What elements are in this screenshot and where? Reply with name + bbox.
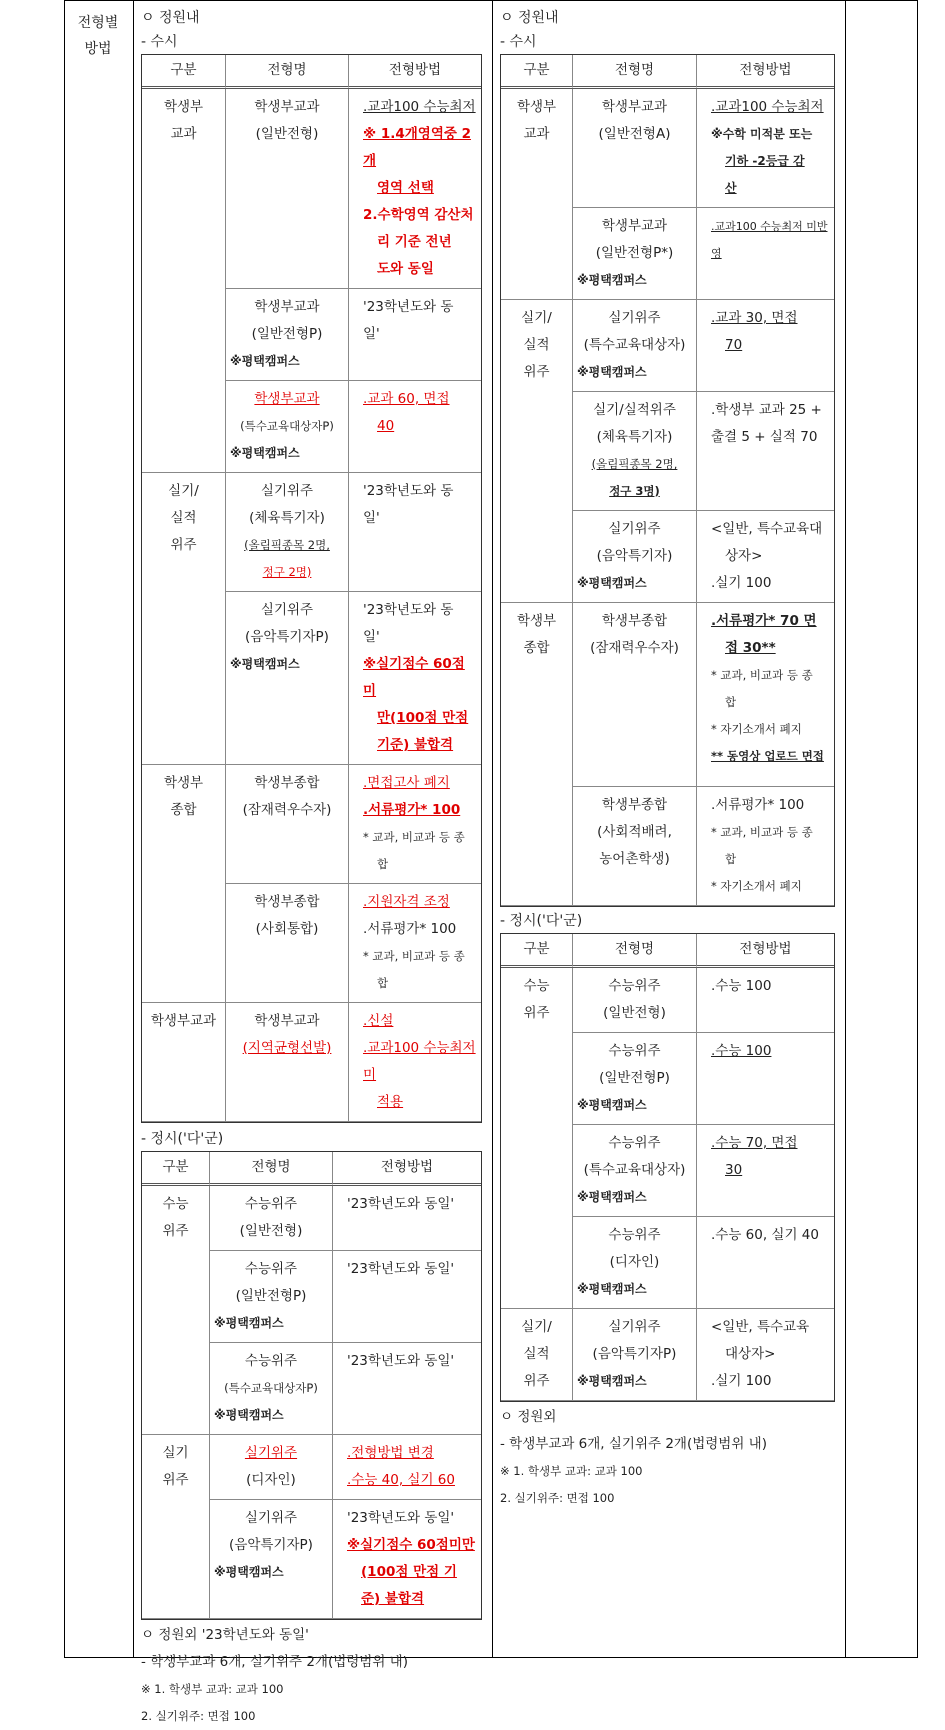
header-name: 전형명 <box>210 1152 333 1186</box>
header-method: 전형방법 <box>333 1152 481 1186</box>
cell-text: (일반전형) <box>603 1005 666 1021</box>
cell-text: 학생부종합 <box>254 775 320 791</box>
name-cell <box>573 208 697 300</box>
name-cell <box>226 592 349 765</box>
name-cell <box>226 89 349 289</box>
cell-text: .학생부 교과 25 + <box>711 402 822 418</box>
table-row <box>142 1003 481 1122</box>
cell-text: 실기위주 <box>244 1510 298 1526</box>
cell-text: 일' <box>363 629 380 645</box>
cell-text: 대상자> <box>725 1346 776 1362</box>
cell-text: 위주 <box>162 1223 189 1239</box>
cell-text: ※평택캠퍼스 <box>214 1408 284 1422</box>
header-method: 전형방법 <box>697 934 834 968</box>
cell-text: 일' <box>363 510 380 526</box>
cell-text: .교과100 수능최저 <box>363 99 476 115</box>
cell-text: (잠재력우수자) <box>242 802 332 818</box>
method-cell <box>349 1003 481 1122</box>
cell-text: 학생부교과 <box>601 218 668 234</box>
cell-text: 실기/ <box>168 483 199 499</box>
name-cell <box>210 1186 333 1251</box>
category-cell <box>142 89 226 473</box>
cell-text: 수능위주 <box>608 1043 661 1059</box>
cell-text: .수능 60, 실기 40 <box>711 1227 819 1243</box>
table-row <box>142 1435 481 1500</box>
cell-text: 학생부종합 <box>254 894 320 910</box>
name-cell <box>573 89 697 208</box>
cell-text: (일반전형A) <box>598 126 671 142</box>
cell-text: 만(100점 만점 <box>377 710 469 726</box>
cell-text: <일반, 특수교육 <box>711 1319 810 1335</box>
cell-text: 접 30** <box>725 640 776 656</box>
method-cell <box>697 1217 834 1309</box>
cell-text: (지역균형선발) <box>242 1040 332 1056</box>
header-name: 전형명 <box>573 934 697 968</box>
cell-text: ※실기점수 60점미만 <box>347 1537 475 1553</box>
method-cell <box>697 603 834 787</box>
cell-text: (일반전형) <box>239 1223 303 1239</box>
category-cell <box>501 300 573 603</box>
susi-heading: - 수시 <box>141 34 178 50</box>
cell-text: ※평택캠퍼스 <box>214 1316 284 1330</box>
susi-table <box>500 54 835 907</box>
cell-text: .수능 40, 실기 60 <box>347 1472 455 1488</box>
header-name: 전형명 <box>226 55 349 89</box>
method-cell <box>697 511 834 603</box>
cell-text: '23학년도와 동일' <box>347 1196 455 1212</box>
method-cell <box>697 392 834 511</box>
quota-out-note: 2. 실기위주: 면접 100 <box>500 1491 615 1505</box>
cell-text: .실기 100 <box>711 575 772 591</box>
cell-text: (디자인) <box>246 1472 296 1488</box>
method-cell <box>349 289 481 381</box>
cell-text: 실기/ <box>521 1319 552 1335</box>
cell-text: (일반전형P) <box>235 1288 307 1304</box>
quota-out-line: - 학생부교과 6개, 실기위주 2개(법령범위 내) <box>141 1654 408 1670</box>
category-cell <box>501 1309 573 1401</box>
header-method: 전형방법 <box>349 55 481 89</box>
cell-text: ** 동영상 업로드 면접 <box>711 749 824 763</box>
cell-text: ※평택캠퍼스 <box>577 1374 647 1388</box>
jeongsi-heading: - 정시('다'군) <box>500 913 583 929</box>
cell-text: 수능 <box>523 978 550 994</box>
cell-text: (체육특기자) <box>596 429 673 445</box>
name-cell <box>573 392 697 511</box>
cell-text: 학생부종합 <box>601 613 668 629</box>
cell-text: 실기위주 <box>244 1445 298 1461</box>
cell-text: 학생부교과 <box>150 1013 217 1029</box>
header-category: 구분 <box>501 55 573 89</box>
cell-text: (특수교육대상자P) <box>240 419 334 433</box>
name-cell <box>573 787 697 906</box>
method-cell <box>333 1343 481 1435</box>
cell-text: (100점 만점 기 <box>361 1564 457 1580</box>
cell-text: 합 <box>377 857 389 871</box>
cell-text: 실기위주 <box>260 602 314 618</box>
cell-text: ※평택캠퍼스 <box>230 446 300 460</box>
cell-text: ※평택캠퍼스 <box>577 1190 647 1204</box>
name-cell <box>573 968 697 1033</box>
method-cell <box>333 1435 481 1500</box>
cell-text: (사회적배려, <box>597 824 672 840</box>
cell-text: * 교과, 비교과 등 종 <box>363 830 465 844</box>
cell-text: .서류평가* 100 <box>363 921 457 937</box>
divider <box>492 0 493 1658</box>
quota-out-line: - 학생부교과 6개, 실기위주 2개(법령범위 내) <box>500 1436 767 1452</box>
cell-text: ※평택캠퍼스 <box>577 576 647 590</box>
table-row <box>501 968 834 1033</box>
cell-text: (잠재력우수자) <box>590 640 679 656</box>
cell-text: 준) 불합격 <box>361 1591 425 1607</box>
cell-text: '23학년도와 동 <box>363 299 454 315</box>
cell-text: 합 <box>725 852 737 866</box>
cell-text: 위주 <box>162 1472 189 1488</box>
cell-text: 2.수학영역 감산처 <box>363 207 474 223</box>
method-cell <box>697 208 834 300</box>
cell-text: 실기 <box>162 1445 189 1461</box>
header-name: 전형명 <box>573 55 697 89</box>
cell-text: 수능위주 <box>608 1227 661 1243</box>
quota-out-heading: ㅇ 정원외 '23학년도와 동일' <box>141 1627 309 1643</box>
cell-text: 정구 3명) <box>609 484 660 498</box>
name-cell <box>210 1251 333 1343</box>
cell-text: 합 <box>377 976 389 990</box>
cell-text: .지원자격 조정 <box>363 894 450 910</box>
name-cell <box>226 765 349 884</box>
category-cell <box>142 1003 226 1122</box>
cell-text: .교과 60, 면접 <box>363 391 450 407</box>
quota-out-note: 2. 실기위주: 면접 100 <box>141 1709 256 1723</box>
cell-text: (음악특기자) <box>596 548 673 564</box>
method-cell <box>697 1309 834 1401</box>
name-cell <box>226 1003 349 1122</box>
method-cell <box>697 1033 834 1125</box>
susi-table <box>141 54 482 1123</box>
quota-out-note: ※ 1. 학생부 교과: 교과 100 <box>500 1464 643 1478</box>
method-cell <box>349 765 481 884</box>
cell-text: .신설 <box>363 1013 394 1029</box>
method-cell <box>697 89 834 208</box>
cell-text: .서류평가* 100 <box>711 797 805 813</box>
cell-text: 위주 <box>523 1005 550 1021</box>
cell-text: 실기위주 <box>608 310 661 326</box>
cell-text: 농어촌학생) <box>599 851 670 867</box>
method-cell <box>333 1186 481 1251</box>
name-cell <box>210 1500 333 1619</box>
cell-text: ※평택캠퍼스 <box>230 354 300 368</box>
category-cell <box>142 473 226 765</box>
name-cell <box>573 1125 697 1217</box>
left-column <box>141 6 486 1730</box>
cell-text: (올림픽종목 2명, <box>244 538 330 552</box>
name-cell <box>573 603 697 787</box>
cell-text: 실기/실적위주 <box>593 402 676 418</box>
table-row <box>501 1309 834 1401</box>
cell-text: (특수교육대상자) <box>583 1162 686 1178</box>
method-cell <box>349 592 481 765</box>
header-category: 구분 <box>142 55 226 89</box>
cell-text: 40 <box>377 418 395 434</box>
cell-text: * 교과, 비교과 등 종 <box>711 668 813 682</box>
cell-text: * 자기소개서 폐지 <box>711 879 802 893</box>
name-cell <box>573 511 697 603</box>
name-cell <box>226 884 349 1003</box>
cell-text: (음악특기자P) <box>592 1346 677 1362</box>
cell-text: .교과100 수능최저 <box>711 99 824 115</box>
jeongsi-table <box>141 1151 482 1620</box>
susi-heading: - 수시 <box>500 34 537 50</box>
cell-text: 수능위주 <box>244 1353 298 1369</box>
table-row <box>142 89 481 289</box>
cell-text: <일반, 특수교육대 <box>711 521 823 537</box>
category-cell <box>501 603 573 906</box>
method-cell <box>349 473 481 592</box>
cell-text: ※평택캠퍼스 <box>577 1282 647 1296</box>
cell-text: 30 <box>725 1162 743 1178</box>
cell-text: 실적 <box>523 1346 550 1362</box>
cell-text: (음악특기자P) <box>245 629 329 645</box>
cell-text: ※평택캠퍼스 <box>577 273 647 287</box>
cell-text: '23학년도와 동일' <box>347 1510 455 1526</box>
quota-out-note: ※ 1. 학생부 교과: 교과 100 <box>141 1682 284 1696</box>
cell-text: (음악특기자P) <box>229 1537 313 1553</box>
cell-text: 출결 5 + 실적 70 <box>711 429 818 445</box>
cell-text: 합 <box>725 695 737 709</box>
cell-text: 기하 -2등급 감 <box>725 154 805 168</box>
cell-text: 종합 <box>170 802 197 818</box>
category-cell <box>142 1435 210 1619</box>
method-cell <box>697 300 834 392</box>
cell-text: 정구 2명) <box>262 565 312 579</box>
cell-text: 적용 <box>377 1094 404 1110</box>
cell-text: .서류평가* 100 <box>363 802 461 818</box>
category-cell <box>501 968 573 1309</box>
cell-text: (특수교육대상자P) <box>224 1381 318 1395</box>
cell-text: .교과 30, 면접 <box>711 310 798 326</box>
cell-text: ※실기점수 60점미 <box>363 656 465 699</box>
cell-text: 학생부교과 <box>254 99 320 115</box>
cell-text: 학생부종합 <box>601 797 668 813</box>
divider <box>845 0 846 1658</box>
cell-text: .서류평가* 70 면 <box>711 613 817 629</box>
cell-text: 기준) 불합격 <box>377 737 454 753</box>
cell-text: .교과100 수능최저 미반영 <box>711 220 828 260</box>
row-label: 전형별 방법 <box>77 15 119 57</box>
category-cell <box>142 1186 210 1435</box>
table-row <box>142 1186 481 1251</box>
cell-text: 학생부교과 <box>254 299 320 315</box>
right-column <box>500 6 840 1512</box>
cell-text: .실기 100 <box>711 1373 772 1389</box>
category-cell <box>142 765 226 1003</box>
method-cell <box>333 1251 481 1343</box>
jeongsi-heading: - 정시('다'군) <box>141 1131 224 1147</box>
cell-text: 일' <box>363 326 380 342</box>
cell-text: ※평택캠퍼스 <box>577 1098 647 1112</box>
cell-text: 실기위주 <box>608 1319 661 1335</box>
method-cell <box>349 884 481 1003</box>
cell-text: 위주 <box>170 537 197 553</box>
cell-text: 수능위주 <box>244 1196 298 1212</box>
cell-text: (일반전형P) <box>599 1070 670 1086</box>
cell-text: (체육특기자) <box>249 510 325 526</box>
name-cell <box>210 1435 333 1500</box>
cell-text: 학생부 <box>516 613 557 629</box>
quota-in-heading: ㅇ 정원내 <box>141 10 200 26</box>
header-method: 전형방법 <box>697 55 834 89</box>
method-cell <box>333 1500 481 1619</box>
cell-text: 실적 <box>170 510 197 526</box>
cell-text: 수능위주 <box>244 1261 298 1277</box>
cell-text: 학생부 <box>163 99 204 115</box>
cell-text: .면접고사 폐지 <box>363 775 450 791</box>
cell-text: 학생부 <box>163 775 204 791</box>
cell-text: 종합 <box>523 640 550 656</box>
cell-text: 실적 <box>523 337 550 353</box>
cell-text: (올림픽종목 2명, <box>591 457 678 471</box>
cell-text: ※평택캠퍼스 <box>230 657 300 671</box>
name-cell <box>226 289 349 381</box>
cell-text: 교과 <box>170 126 197 142</box>
cell-text: 도와 동일 <box>377 261 434 277</box>
name-cell <box>573 1033 697 1125</box>
name-cell <box>573 1217 697 1309</box>
method-cell <box>697 787 834 906</box>
table-row <box>501 603 834 787</box>
name-cell <box>573 300 697 392</box>
cell-text: * 자기소개서 폐지 <box>711 722 802 736</box>
divider <box>133 0 134 1658</box>
cell-text: .수능 100 <box>711 978 772 994</box>
cell-text: (특수교육대상자) <box>583 337 686 353</box>
cell-text: (일반전형P*) <box>595 245 674 261</box>
cell-text: .전형방법 변경 <box>347 1445 434 1461</box>
cell-text: .교과100 수능최저 미 <box>363 1040 476 1083</box>
method-cell <box>697 968 834 1033</box>
cell-text: * 교과, 비교과 등 종 <box>363 949 465 963</box>
cell-text: 산 <box>725 181 737 195</box>
name-cell <box>573 1309 697 1401</box>
cell-text: 실기/ <box>521 310 552 326</box>
name-cell <box>226 381 349 473</box>
cell-text: '23학년도와 동 <box>363 483 454 499</box>
cell-text: 상자> <box>725 548 763 564</box>
cell-text: 리 기준 전년 <box>377 234 452 250</box>
method-cell <box>697 1125 834 1217</box>
cell-text: 수능 <box>162 1196 189 1212</box>
cell-text: 학생부교과 <box>601 99 668 115</box>
cell-text: ※수학 미적분 또는 <box>711 127 813 141</box>
table-row <box>501 89 834 208</box>
quota-in-heading: ㅇ 정원내 <box>500 10 559 26</box>
cell-text: (일반전형) <box>255 126 319 142</box>
method-cell <box>349 381 481 473</box>
quota-out-heading: ㅇ 정원외 <box>500 1409 557 1425</box>
cell-text: ※ 1.4개영역중 2개 <box>363 126 471 169</box>
cell-text: ※평택캠퍼스 <box>577 365 647 379</box>
table-row <box>501 300 834 392</box>
cell-text: '23학년도와 동 <box>363 602 454 618</box>
cell-text: ※평택캠퍼스 <box>214 1565 284 1579</box>
cell-text: 수능위주 <box>608 1135 661 1151</box>
cell-text: (디자인) <box>609 1254 660 1270</box>
cell-text: '23학년도와 동일' <box>347 1353 455 1369</box>
cell-text: .수능 70, 면접 <box>711 1135 798 1151</box>
category-cell <box>501 89 573 300</box>
name-cell <box>226 473 349 592</box>
table-row <box>142 473 481 592</box>
cell-text: 실기위주 <box>260 483 314 499</box>
cell-text: 영역 선택 <box>377 180 434 196</box>
cell-text: 학생부교과 <box>254 1013 320 1029</box>
name-cell <box>210 1343 333 1435</box>
method-cell <box>349 89 481 289</box>
cell-text: (일반전형P) <box>251 326 323 342</box>
jeongsi-table <box>500 933 835 1402</box>
cell-text: 학생부 <box>516 99 557 115</box>
header-category: 구분 <box>501 934 573 968</box>
cell-text: 실기위주 <box>608 521 661 537</box>
cell-text: * 교과, 비교과 등 종 <box>711 825 813 839</box>
table-row <box>142 765 481 884</box>
cell-text: 교과 <box>523 126 550 142</box>
cell-text: '23학년도와 동일' <box>347 1261 455 1277</box>
cell-text: (사회통합) <box>255 921 319 937</box>
cell-text: .수능 100 <box>711 1043 772 1059</box>
header-category: 구분 <box>142 1152 210 1186</box>
cell-text: 위주 <box>523 364 550 380</box>
cell-text: 70 <box>725 337 743 353</box>
cell-text: 위주 <box>523 1373 550 1389</box>
cell-text: 수능위주 <box>608 978 661 994</box>
cell-text: 학생부교과 <box>254 391 320 407</box>
